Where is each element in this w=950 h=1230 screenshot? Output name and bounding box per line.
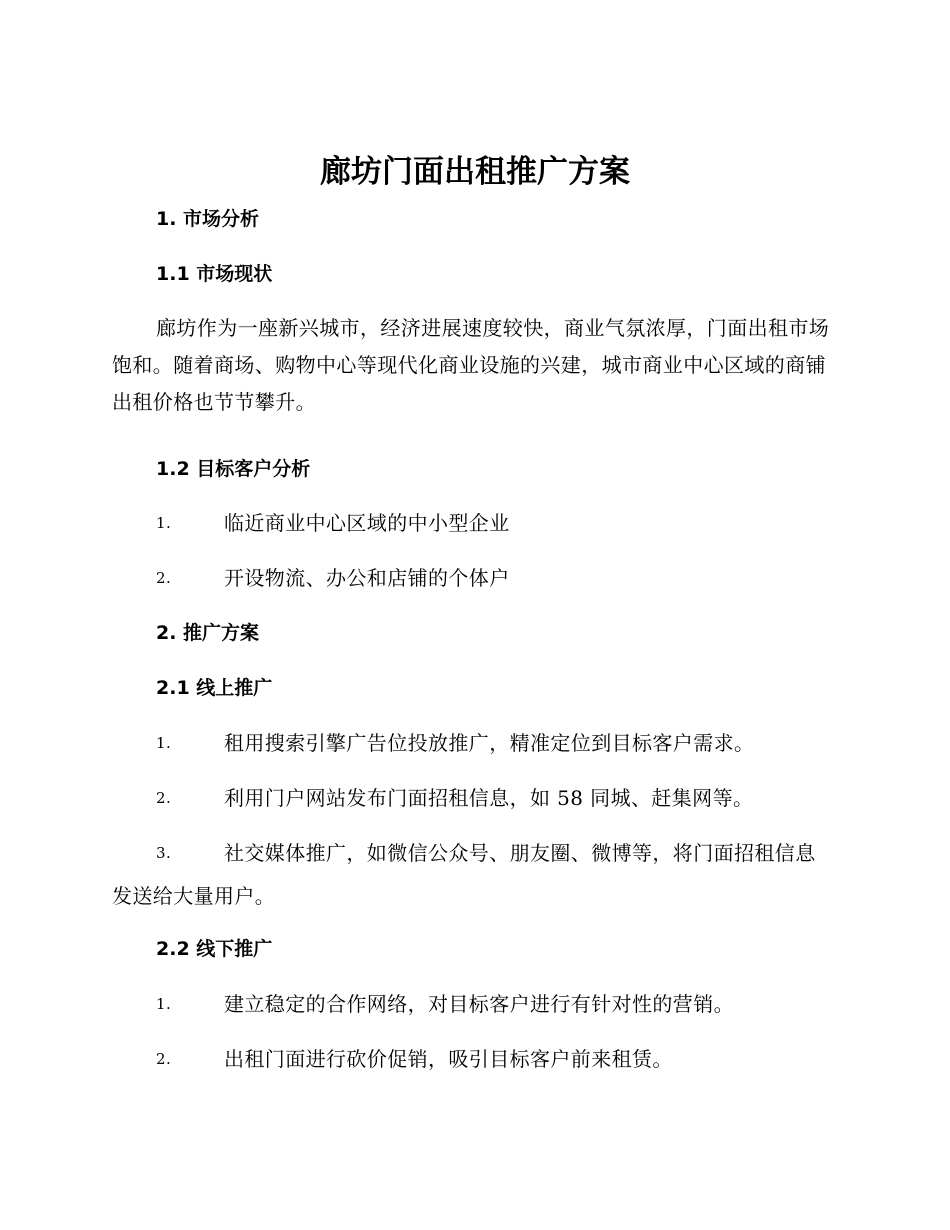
subsection-heading-online-promotion: 2.1 线上推广 <box>156 677 273 699</box>
list-item <box>112 777 832 819</box>
section-heading-promotion-plan: 2. 推广方案 <box>156 622 260 644</box>
list-item-number: 2. <box>156 1050 172 1068</box>
list-item-text: 建立稳定的合作网络，对目标客户进行有针对性的营销。 <box>224 992 734 1016</box>
list-item-number: 1. <box>156 995 172 1013</box>
list-item <box>112 832 832 918</box>
list-item-text: 开设物流、办公和店铺的个体户 <box>224 566 510 590</box>
document-title: 廊坊门面出租推广方案 <box>320 154 630 190</box>
section-heading-market-analysis: 1. 市场分析 <box>156 208 260 230</box>
market-status-paragraph: 廊坊作为一座新兴城市，经济进展速度较快，商业气氛浓厚，门面出租市场饱和。随着商场、购物中心等现代化商业设施的兴建，城市商业中心区域的商铺出租价格也节节攀升。 <box>112 316 830 414</box>
list-item-text: 出租门面进行砍价促销，吸引目标客户前来租赁。 <box>224 1047 673 1071</box>
list-item <box>112 983 832 1025</box>
list-item-text: 社交媒体推广，如微信公众号、朋友圈、微博等，将门面招租信息发送给大量用户。 <box>112 841 816 908</box>
subsection-heading-market-status: 1.1 市场现状 <box>156 263 273 285</box>
list-item-number: 2. <box>156 789 172 807</box>
subsection-heading-target-customers: 1.2 目标客户分析 <box>156 458 311 480</box>
list-item-text: 租用搜索引擎广告位投放推广，精准定位到目标客户需求。 <box>224 731 755 755</box>
list-item-number: 1. <box>156 514 172 532</box>
list-item-text: 临近商业中心区域的中小型企业 <box>224 511 510 535</box>
list-item-number: 1. <box>156 734 172 752</box>
list-item-number: 2. <box>156 569 172 587</box>
list-item <box>112 502 832 544</box>
list-item <box>112 557 832 599</box>
list-item <box>112 722 832 764</box>
list-item <box>112 1038 832 1080</box>
list-item-number: 3. <box>156 844 172 862</box>
subsection-heading-offline-promotion: 2.2 线下推广 <box>156 938 273 960</box>
list-item-text: 利用门户网站发布门面招租信息，如 58 同城、赶集网等。 <box>224 786 754 810</box>
